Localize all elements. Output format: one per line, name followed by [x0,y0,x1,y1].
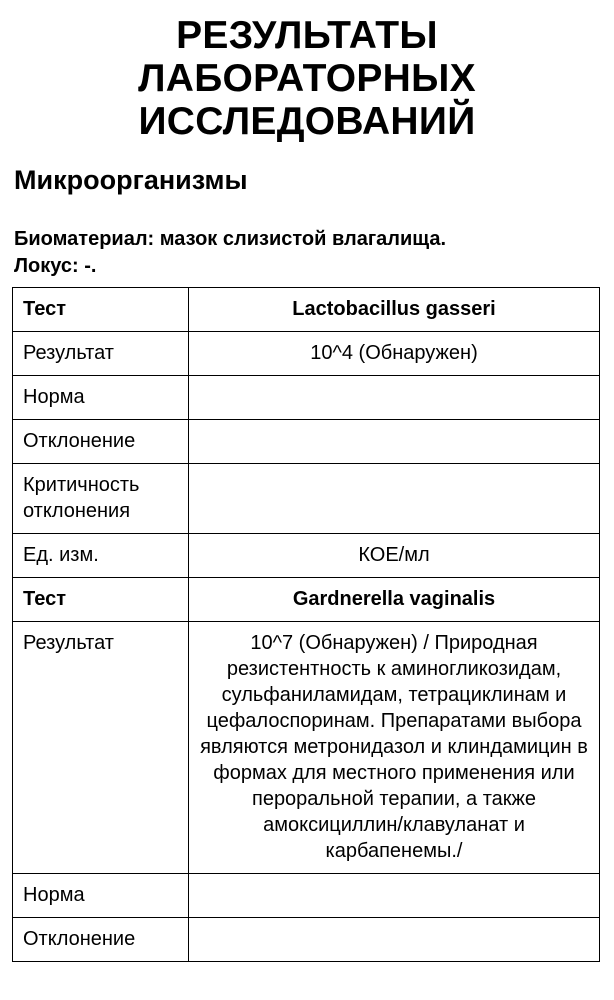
row-label: Ед. изм. [13,534,189,578]
row-value [189,874,600,918]
row-value [189,464,600,534]
row-label: Тест [13,578,189,622]
page-title-line: ИССЛЕДОВАНИЙ [138,100,476,143]
table-row [13,332,600,376]
biomaterial-text: Биоматериал: мазок слизистой влагалища. [14,228,447,250]
locus-text: Локус: -. [14,255,97,277]
table-row [13,376,600,420]
table-row [13,578,600,622]
row-value: Lactobacillus gasseri [189,288,600,332]
page-title-line: РЕЗУЛЬТАТЫ [176,14,438,57]
row-label: Норма [13,376,189,420]
table-row [13,874,600,918]
row-value: КОЕ/мл [189,534,600,578]
row-label: Отклонение [13,420,189,464]
row-value: 10^4 (Обнаружен) [189,332,600,376]
table-row [13,420,600,464]
table-row [13,918,600,962]
table-row [13,288,600,332]
row-value: Gardnerella vaginalis [189,578,600,622]
row-label: Результат [13,332,189,376]
results-table [12,287,600,962]
row-label: Критичность отклонения [13,464,189,534]
page-title-line: ЛАБОРАТОРНЫХ [138,57,476,100]
row-label: Норма [13,874,189,918]
table-row [13,622,600,874]
row-label: Отклонение [13,918,189,962]
row-value: 10^7 (Обнаружен) / Природная резистентность к аминогликозидам, сульфаниламидам, тетрациклинам и цефалоспоринам. Препаратами выбора являются метронидазол и клиндамицин в формах для местного применения или пероральной терапии, а также амоксициллин/клавуланат и карбапенемы./ [189,622,600,874]
row-value [189,376,600,420]
page-title [0,14,614,143]
row-value [189,420,600,464]
table-row [13,534,600,578]
row-value [189,918,600,962]
sample-info [14,226,446,280]
row-label: Результат [13,622,189,874]
row-label: Тест [13,288,189,332]
section-title: Микроорганизмы [14,165,248,195]
table-row [13,464,600,534]
